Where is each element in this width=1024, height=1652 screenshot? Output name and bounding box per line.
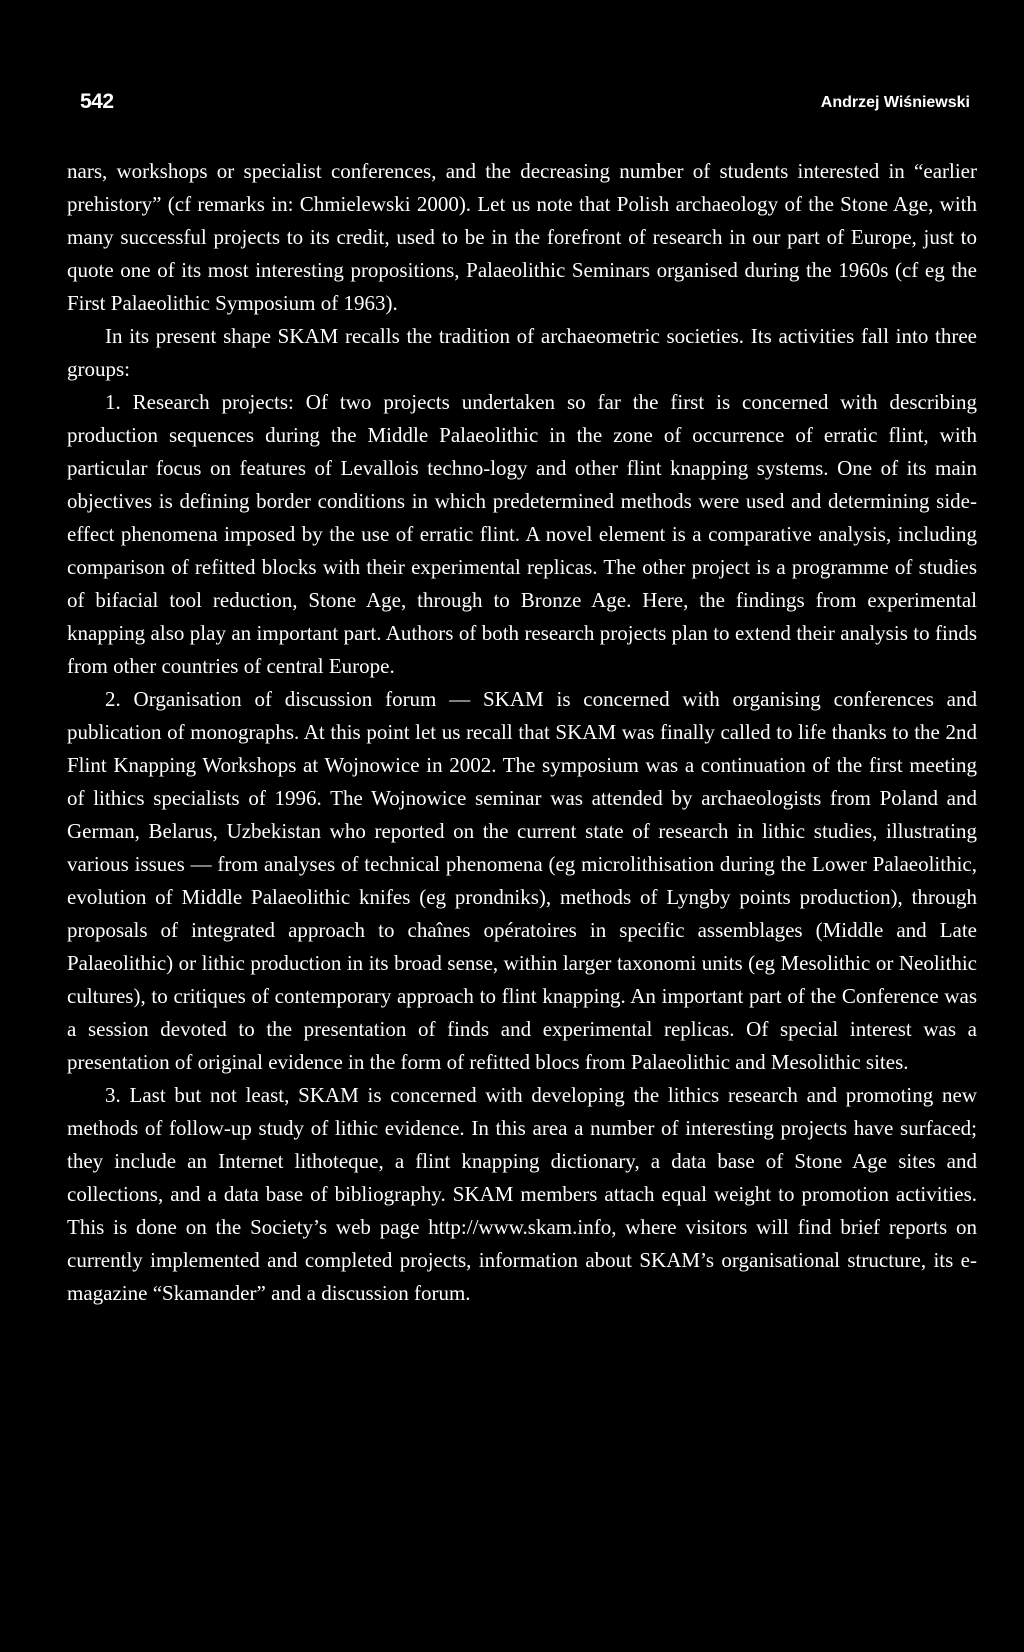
paragraph-continuation: nars, workshops or specialist conferences, and the decreasing number of students interested in “earlier prehistory” (cf remarks in: Chmielewski 2000). Let us note that Polish archaeology of the Stone Age, with many successful projects to its credit, used to be in the forefront of research in our part of Europe, just to quote one of its most interesting propositions, Palaeolithic Seminars organised during the 1960s (cf eg the First Palaeolithic Symposium of 1963). xyxy=(67,159,977,315)
page-header xyxy=(80,90,970,126)
paragraph-discussion-forum: 2. Organisation of discussion forum — SKAM is concerned with organising conferences and publication of monographs. At this point let us recall that SKAM was finally called to life thanks to the 2nd Flint Knapping Workshops at Wojnowice in 2002. The symposium was a continuation of the first meeting of lithics specialists of 1996. The Wojnowice seminar was attended by archaeologists from Poland and German, Belarus, Uzbekistan who reported on the current state of research in lithic studies, illustrating various issues — from analyses of technical phenomena (eg microlithisation during the Lower Palaeolithic, evolution of Middle Palaeolithic knifes (eg prondniks), methods of Lyngby points production), through proposals of integrated approach to chaînes opératoires in specific assemblages (Middle and Late Palaeolithic) or lithic production in its broad sense, within larger taxonomi units (eg Mesolithic or Neolithic cultures), to critiques of contemporary approach to flint knapping. An important part of the Conference was a session devoted to the presentation of finds and experimental replicas. Of special interest was a presentation of original evidence in the form of refitted blocs from Palaeolithic and Mesolithic sites. xyxy=(67,687,977,1074)
paragraph-lithics-research: 3. Last but not least, SKAM is concerned with developing the lithics research and promoting new methods of follow-up study of lithic evidence. In this area a number of interesting projects have surfaced; they include an Internet lithoteque, a flint knapping dictionary, a data base of Stone Age sites and collections, and a data base of bibliography. SKAM members attach equal weight to promotion activities. This is done on the Society’s web page http://www.skam.info, where visitors will find brief reports on currently implemented and completed projects, information about SKAM’s organisational structure, its e-magazine “Skamander” and a discussion forum. xyxy=(67,1083,977,1305)
page-number: 542 xyxy=(80,90,114,113)
paragraph-research-projects: 1. Research projects: Of two projects undertaken so far the first is concerned with describing production sequences during the Middle Palaeolithic in the zone of occurrence of erratic flint, with particular focus on features of Levallois techno-logy and other flint knapping systems. One of its main objectives is defining border conditions in which predetermined methods were used and determining side-effect phenomena imposed by the use of erratic flint. A novel element is a comparative analysis, including comparison of refitted blocks with their experimental replicas. The other project is a programme of studies of bifacial tool reduction, Stone Age, through to Bronze Age. Here, the findings from experimental knapping also play an important part. Authors of both research projects plan to extend their analysis to finds from other countries of central Europe. xyxy=(67,390,977,678)
paragraph-skam-intro: In its present shape SKAM recalls the tradition of archaeometric societies. Its activities fall into three groups: xyxy=(67,324,977,381)
running-head-author: Andrzej Wiśniewski xyxy=(820,94,970,111)
body-text xyxy=(67,155,977,1310)
